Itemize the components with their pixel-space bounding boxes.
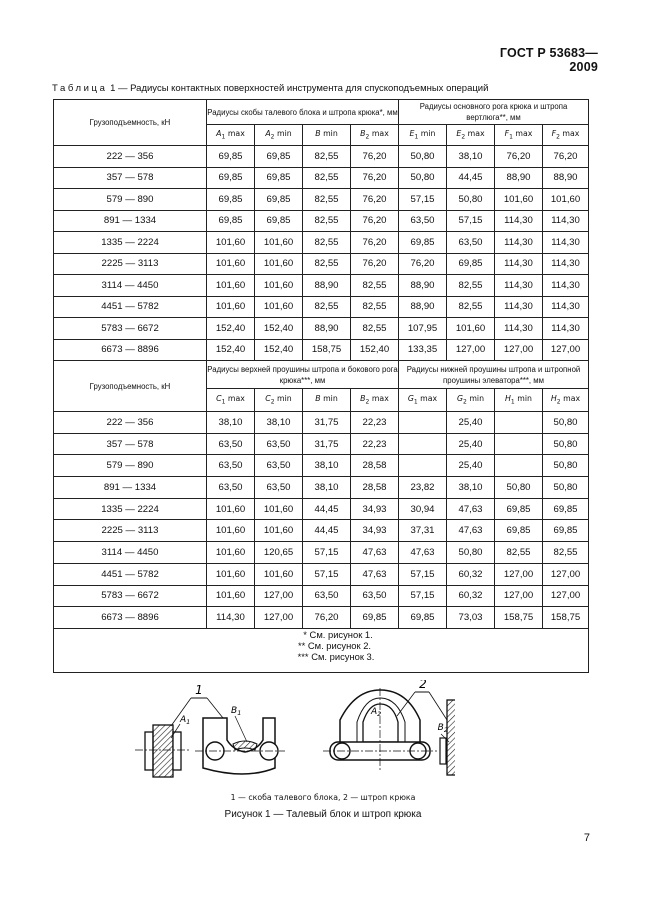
capacity-cell: 222 — 356 <box>54 146 207 168</box>
table1-col-header: B min <box>303 125 351 146</box>
table2-col-header: $H_2$ max <box>543 389 589 412</box>
value-cell: 101,60 <box>255 498 303 520</box>
value-cell: 133,35 <box>399 339 447 361</box>
t1-group-2-header: Радиусы основного рога крюка и штропа вертлюга**, мм <box>399 100 589 125</box>
value-cell: 44,45 <box>303 520 351 542</box>
value-cell <box>495 433 543 455</box>
value-cell: 44,45 <box>447 167 495 189</box>
value-cell: 22,23 <box>351 412 399 434</box>
value-cell: 57,15 <box>399 563 447 585</box>
table-row <box>54 563 589 585</box>
value-cell: 101,60 <box>255 296 303 318</box>
value-cell: 50,80 <box>543 455 589 477</box>
table-row <box>54 275 589 297</box>
note-1: * См. рисунок 1. <box>303 628 373 640</box>
value-cell <box>399 455 447 477</box>
table-caption <box>52 83 488 94</box>
value-cell: 63,50 <box>207 455 255 477</box>
value-cell: 22,23 <box>351 433 399 455</box>
table2-col-header: $G_1$ max <box>399 389 447 412</box>
value-cell: 82,55 <box>447 296 495 318</box>
label-b2: $B_2$ <box>437 723 448 734</box>
value-cell: 88,90 <box>543 167 589 189</box>
label-b1: $B_1$ <box>231 706 242 717</box>
value-cell: 69,85 <box>255 146 303 168</box>
table-row <box>54 167 589 189</box>
table-row <box>54 455 589 477</box>
value-cell: 38,10 <box>303 477 351 499</box>
capacity-cell: 579 — 890 <box>54 189 207 211</box>
value-cell: 69,85 <box>207 210 255 232</box>
capacity-cell: 4451 — 5782 <box>54 563 207 585</box>
value-cell: 38,10 <box>255 412 303 434</box>
value-cell: 38,10 <box>447 477 495 499</box>
value-cell: 76,20 <box>399 253 447 275</box>
value-cell: 28,58 <box>351 477 399 499</box>
capacity-cell: 5783 — 6672 <box>54 318 207 340</box>
value-cell: 82,55 <box>543 542 589 564</box>
table1-col-header: $F_2$ max <box>543 125 589 146</box>
value-cell: 114,30 <box>495 232 543 254</box>
value-cell: 88,90 <box>303 318 351 340</box>
value-cell: 57,15 <box>303 563 351 585</box>
value-cell: 158,75 <box>495 607 543 629</box>
value-cell: 69,85 <box>207 189 255 211</box>
capacity-cell: 4451 — 5782 <box>54 296 207 318</box>
value-cell: 82,55 <box>303 296 351 318</box>
table1-col-header: $E_1$ min <box>399 125 447 146</box>
value-cell: 69,85 <box>351 607 399 629</box>
value-cell: 127,00 <box>495 339 543 361</box>
value-cell: 101,60 <box>207 296 255 318</box>
value-cell: 63,50 <box>399 210 447 232</box>
table-row <box>54 339 589 361</box>
value-cell: 57,15 <box>303 542 351 564</box>
table-row <box>54 146 589 168</box>
value-cell: 50,80 <box>447 189 495 211</box>
value-cell: 76,20 <box>351 253 399 275</box>
table-row <box>54 189 589 211</box>
value-cell: 114,30 <box>495 210 543 232</box>
value-cell: 82,55 <box>303 167 351 189</box>
value-cell <box>399 433 447 455</box>
t2-group-2-header: Радиусы нижней проушины штропа и штропной проушины элеватора***, мм <box>399 361 589 389</box>
value-cell: 31,75 <box>303 412 351 434</box>
value-cell: 114,30 <box>543 275 589 297</box>
value-cell: 30,94 <box>399 498 447 520</box>
value-cell: 127,00 <box>447 339 495 361</box>
value-cell: 63,50 <box>255 433 303 455</box>
value-cell: 69,85 <box>543 498 589 520</box>
figure-drawing <box>125 680 455 788</box>
capacity-cell: 357 — 578 <box>54 433 207 455</box>
value-cell: 57,15 <box>399 585 447 607</box>
value-cell: 60,32 <box>447 563 495 585</box>
table-row <box>54 542 589 564</box>
value-cell: 101,60 <box>207 520 255 542</box>
value-cell: 127,00 <box>543 339 589 361</box>
value-cell: 152,40 <box>207 318 255 340</box>
value-cell: 25,40 <box>447 433 495 455</box>
value-cell: 76,20 <box>351 167 399 189</box>
value-cell: 82,55 <box>351 318 399 340</box>
value-cell: 101,60 <box>543 189 589 211</box>
value-cell: 82,55 <box>303 189 351 211</box>
t1-row-header: Грузоподъемность, кН <box>54 100 207 146</box>
callout-1-label: 1 <box>195 683 203 697</box>
value-cell: 76,20 <box>543 146 589 168</box>
value-cell: 69,85 <box>543 520 589 542</box>
table2-col-header: $G_2$ min <box>447 389 495 412</box>
value-cell: 114,30 <box>543 296 589 318</box>
value-cell: 114,30 <box>543 210 589 232</box>
value-cell: 63,50 <box>351 585 399 607</box>
note-2: ** См. рисунок 2. <box>297 639 372 651</box>
value-cell: 63,50 <box>207 433 255 455</box>
value-cell: 101,60 <box>207 275 255 297</box>
value-cell: 37,31 <box>399 520 447 542</box>
value-cell: 34,93 <box>351 520 399 542</box>
table-row <box>54 498 589 520</box>
value-cell: 34,93 <box>351 498 399 520</box>
value-cell: 101,60 <box>255 563 303 585</box>
value-cell: 69,85 <box>255 189 303 211</box>
table-row <box>54 477 589 499</box>
callout-2-label: 2 <box>419 680 427 691</box>
value-cell: 101,60 <box>495 189 543 211</box>
t2-group-1-header: Радиусы верхней проушины штропа и бокового рога крюка***, мм <box>207 361 399 389</box>
value-cell: 114,30 <box>543 253 589 275</box>
value-cell: 101,60 <box>255 275 303 297</box>
value-cell: 114,30 <box>543 232 589 254</box>
value-cell: 25,40 <box>447 412 495 434</box>
value-cell: 38,10 <box>303 455 351 477</box>
value-cell: 69,85 <box>207 167 255 189</box>
capacity-cell: 891 — 1334 <box>54 477 207 499</box>
value-cell: 31,75 <box>303 433 351 455</box>
value-cell: 76,20 <box>495 146 543 168</box>
value-cell: 69,85 <box>255 167 303 189</box>
radius-table <box>53 99 589 673</box>
value-cell: 127,00 <box>543 563 589 585</box>
value-cell: 88,90 <box>399 296 447 318</box>
value-cell <box>495 455 543 477</box>
table-row <box>54 585 589 607</box>
capacity-cell: 6673 — 8896 <box>54 339 207 361</box>
value-cell: 50,80 <box>543 412 589 434</box>
value-cell: 69,85 <box>495 498 543 520</box>
value-cell: 101,60 <box>447 318 495 340</box>
value-cell: 69,85 <box>399 232 447 254</box>
value-cell: 127,00 <box>255 585 303 607</box>
value-cell: 82,55 <box>447 275 495 297</box>
value-cell: 101,60 <box>207 253 255 275</box>
value-cell: 120,65 <box>255 542 303 564</box>
left-hook-link-section <box>135 725 191 777</box>
value-cell: 114,30 <box>207 607 255 629</box>
figure-legend: 1 — скоба талевого блока, 2 — штроп крюка <box>230 793 416 802</box>
value-cell: 114,30 <box>495 318 543 340</box>
value-cell <box>495 412 543 434</box>
value-cell: 76,20 <box>351 189 399 211</box>
value-cell: 28,58 <box>351 455 399 477</box>
capacity-cell: 2225 — 3113 <box>54 520 207 542</box>
capacity-cell: 2225 — 3113 <box>54 253 207 275</box>
capacity-cell: 1335 — 2224 <box>54 232 207 254</box>
note-3: *** См. рисунок 3. <box>297 650 375 662</box>
value-cell: 152,40 <box>207 339 255 361</box>
value-cell: 23,82 <box>399 477 447 499</box>
table2-col-header: $C_1$ max <box>207 389 255 412</box>
value-cell: 25,40 <box>447 455 495 477</box>
table1-col-header: $E_2$ max <box>447 125 495 146</box>
hook-link-elevation <box>323 688 437 772</box>
value-cell: 76,20 <box>351 210 399 232</box>
value-cell: 152,40 <box>255 339 303 361</box>
table-caption-label: Таблица <box>52 83 108 94</box>
label-a2: $A_2$ <box>371 707 382 718</box>
table-row <box>54 318 589 340</box>
value-cell: 88,90 <box>495 167 543 189</box>
value-cell: 101,60 <box>207 542 255 564</box>
value-cell: 50,80 <box>543 477 589 499</box>
right-link-section <box>437 700 455 775</box>
value-cell: 63,50 <box>255 455 303 477</box>
table-row <box>54 520 589 542</box>
table-caption-text: 1 — Радиусы контактных поверхностей инструмента для спускоподъемных операций <box>107 83 489 94</box>
value-cell: 50,80 <box>495 477 543 499</box>
value-cell: 158,75 <box>303 339 351 361</box>
value-cell: 76,20 <box>303 607 351 629</box>
table-row <box>54 607 589 629</box>
table-row <box>54 253 589 275</box>
capacity-cell: 357 — 578 <box>54 167 207 189</box>
page-number: 7 <box>583 832 590 844</box>
table1-col-header: $F_1$ max <box>495 125 543 146</box>
value-cell: 101,60 <box>207 563 255 585</box>
value-cell: 69,85 <box>447 253 495 275</box>
value-cell: 69,85 <box>495 520 543 542</box>
value-cell: 101,60 <box>255 520 303 542</box>
value-cell: 57,15 <box>447 210 495 232</box>
value-cell: 152,40 <box>255 318 303 340</box>
value-cell: 60,32 <box>447 585 495 607</box>
value-cell: 127,00 <box>495 563 543 585</box>
value-cell: 82,55 <box>303 232 351 254</box>
value-cell: 88,90 <box>399 275 447 297</box>
table-row <box>54 210 589 232</box>
value-cell: 114,30 <box>495 296 543 318</box>
table-row <box>54 232 589 254</box>
table2-col-header: $H_1$ min <box>495 389 543 412</box>
value-cell: 44,45 <box>303 498 351 520</box>
value-cell: 107,95 <box>399 318 447 340</box>
capacity-cell: 3114 — 4450 <box>54 275 207 297</box>
value-cell: 114,30 <box>495 275 543 297</box>
label-a1: $A_1$ <box>180 715 191 726</box>
value-cell: 69,85 <box>207 146 255 168</box>
value-cell: 82,55 <box>495 542 543 564</box>
value-cell: 76,20 <box>351 146 399 168</box>
table2-col-header: $C_2$ min <box>255 389 303 412</box>
value-cell: 38,10 <box>207 412 255 434</box>
value-cell: 50,80 <box>399 167 447 189</box>
value-cell <box>399 412 447 434</box>
value-cell: 82,55 <box>303 210 351 232</box>
value-cell: 47,63 <box>447 520 495 542</box>
value-cell: 57,15 <box>399 189 447 211</box>
value-cell: 63,50 <box>255 477 303 499</box>
table2-col-header: $B_2$ max <box>351 389 399 412</box>
table1-col-header: $B_2$ max <box>351 125 399 146</box>
value-cell: 101,60 <box>207 585 255 607</box>
standard-header: ГОСТ Р 53683—2009 <box>499 46 598 74</box>
value-cell: 50,80 <box>447 542 495 564</box>
value-cell: 127,00 <box>255 607 303 629</box>
value-cell: 88,90 <box>303 275 351 297</box>
value-cell: 50,80 <box>543 433 589 455</box>
table-notes <box>54 628 589 672</box>
value-cell: 47,63 <box>351 542 399 564</box>
table-row <box>54 433 589 455</box>
capacity-cell: 222 — 356 <box>54 412 207 434</box>
table1-col-header: $A_1$ max <box>207 125 255 146</box>
value-cell: 76,20 <box>351 232 399 254</box>
table1-col-header: $A_2$ min <box>255 125 303 146</box>
t1-group-1-header: Радиусы скобы талевого блока и штропа крюка*, мм <box>207 100 399 125</box>
capacity-cell: 5783 — 6672 <box>54 585 207 607</box>
value-cell: 63,50 <box>303 585 351 607</box>
value-cell: 63,50 <box>447 232 495 254</box>
value-cell: 101,60 <box>207 232 255 254</box>
value-cell: 50,80 <box>399 146 447 168</box>
value-cell: 158,75 <box>543 607 589 629</box>
value-cell: 152,40 <box>351 339 399 361</box>
value-cell: 47,63 <box>351 563 399 585</box>
value-cell: 82,55 <box>303 146 351 168</box>
value-cell: 101,60 <box>207 498 255 520</box>
t2-row-header: Грузоподъемность, кН <box>54 361 207 412</box>
value-cell: 69,85 <box>399 607 447 629</box>
value-cell: 73,03 <box>447 607 495 629</box>
value-cell: 101,60 <box>255 232 303 254</box>
value-cell: 63,50 <box>207 477 255 499</box>
value-cell: 47,63 <box>399 542 447 564</box>
value-cell: 82,55 <box>351 296 399 318</box>
capacity-cell: 891 — 1334 <box>54 210 207 232</box>
capacity-cell: 3114 — 4450 <box>54 542 207 564</box>
table2-col-header: B min <box>303 389 351 412</box>
value-cell: 114,30 <box>495 253 543 275</box>
value-cell: 82,55 <box>303 253 351 275</box>
value-cell: 38,10 <box>447 146 495 168</box>
table-row <box>54 296 589 318</box>
value-cell: 127,00 <box>543 585 589 607</box>
value-cell: 47,63 <box>447 498 495 520</box>
figure-title: Рисунок 1 — Талевый блок и штроп крюка <box>224 809 422 820</box>
value-cell: 101,60 <box>255 253 303 275</box>
value-cell: 69,85 <box>255 210 303 232</box>
value-cell: 127,00 <box>495 585 543 607</box>
capacity-cell: 579 — 890 <box>54 455 207 477</box>
table-row <box>54 412 589 434</box>
capacity-cell: 6673 — 8896 <box>54 607 207 629</box>
value-cell: 114,30 <box>543 318 589 340</box>
capacity-cell: 1335 — 2224 <box>54 498 207 520</box>
value-cell: 82,55 <box>351 275 399 297</box>
